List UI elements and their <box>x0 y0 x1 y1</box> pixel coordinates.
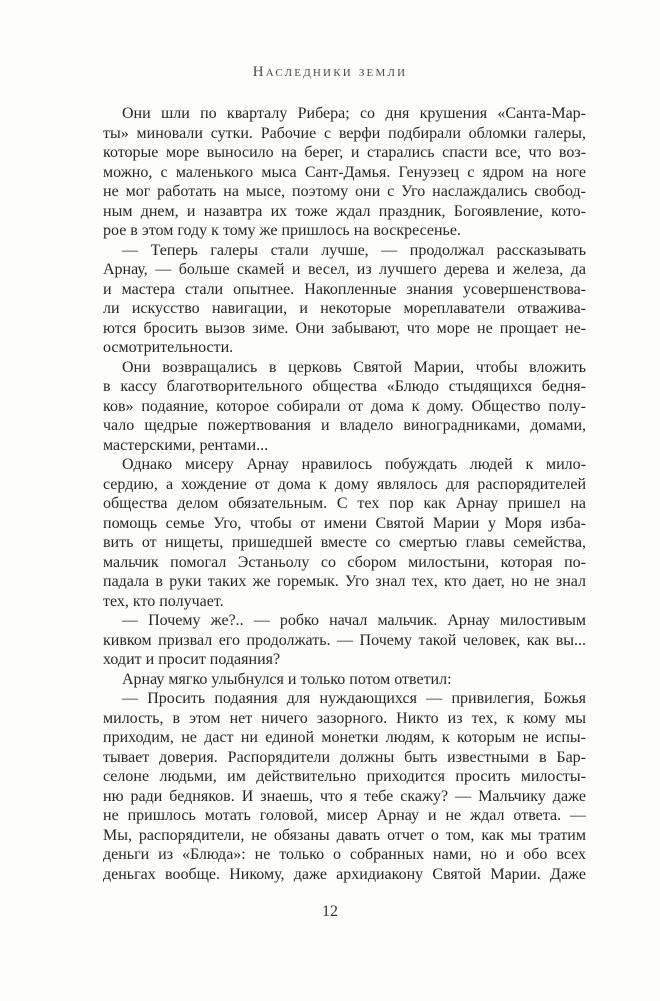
text-line: приходим, не даст ни единой монетки людям, к которым не испы- <box>103 729 586 746</box>
text-line: Они шли по кварталу Рибера; со дня крушения «Санта-Мар- <box>122 105 586 122</box>
page-text <box>103 104 586 884</box>
text-line: тех, кто получает. <box>103 592 224 610</box>
text-line: — Просить подаяния для нуждающихся — привилегия, Божья <box>122 690 586 707</box>
text-line: Они возвращались в церковь Святой Марии, чтобы вложить <box>122 358 586 376</box>
paragraph <box>103 611 586 670</box>
text-line: Однако мисеру Арнау нравилось побуждать людей к мило- <box>122 456 586 473</box>
text-line: не мог работать на мысе, поэтому они с Уго наслаждались свобод- <box>103 183 586 200</box>
paragraph <box>103 455 586 611</box>
text-line: осмотрительности. <box>103 339 234 356</box>
paragraph <box>103 689 586 884</box>
text-line: ются бросить вызов зиме. Они забывают, что море не прощает не- <box>103 319 586 337</box>
paragraph <box>103 241 586 358</box>
text-line: ходит и просит подаяния? <box>103 651 281 668</box>
text-line: сердию, а хождение от дома к дому являлось для распорядителей <box>103 475 586 493</box>
text-line: Арнау, — больше скамей и весел, из лучшего дерева и железа, да <box>103 261 586 278</box>
text-line: падала в руки таких же горемык. Уго знал тех, кто дает, но не знал <box>103 573 586 590</box>
text-line: селоне людьми, им действительно приходится просить милосты- <box>103 768 586 785</box>
text-line: мастерскими, рентами... <box>103 436 269 454</box>
text-line: мальчик помогал Эстаньолу со сбором милостыни, которая по- <box>103 553 586 571</box>
text-line: Арнау мягко улыбнулся и только потом ответил: <box>122 670 452 688</box>
running-head: Наследники земли <box>252 64 408 80</box>
text-line: которые море выносило на берег, и старались спасти все, что воз- <box>103 144 586 161</box>
text-line: помощь семье Уго, чтобы от имени Святой Марии у Моря изба- <box>103 514 586 532</box>
text-line: тывает доверия. Распорядители должны быть известными в Бар- <box>103 748 586 766</box>
text-line: ным днем, и назавтра их тоже ждал праздник, Богоявление, кото- <box>103 202 586 220</box>
text-line: деньги из «Блюда»: не только о собранных нами, но и обо всех <box>103 846 586 863</box>
text-line: — Теперь галеры стали лучше, — продолжал рассказывать <box>122 241 586 259</box>
text-line: рое в этом году к тому же пришлось на воскресенье. <box>103 222 461 239</box>
text-line: вить от нищеты, пришедшей вместе со смертью главы семейства, <box>103 534 586 551</box>
text-line: ков» подаяние, которое собирали от дома к дому. Общество полу- <box>103 397 586 415</box>
text-line: и мастера стали опытнее. Накопленные знания усовершенствова- <box>103 280 586 298</box>
text-line: — Почему же?.. — робко начал мальчик. Арнау милостивым <box>122 612 586 629</box>
paragraph <box>103 358 586 456</box>
text-line: милость, в этом нет ничего зазорного. Никто из тех, к кому мы <box>103 709 586 727</box>
paragraph <box>103 104 586 241</box>
text-line: Мы, распорядители, не обязаны давать отчет о том, как мы тратим <box>103 826 586 844</box>
text-line: кивком призвал его продолжать. — Почему такой человек, как вы... <box>103 631 586 649</box>
paragraph <box>103 670 586 690</box>
text-line: ты» миновали сутки. Рабочие с верфи подбирали обломки галеры, <box>103 124 586 142</box>
text-line: можно, с маленького мыса Сант-Дамья. Генуэзец с ядром на ноге <box>103 163 586 181</box>
text-line: деньгах вообще. Никому, даже архидиакону Святой Марии. Даже <box>103 865 586 883</box>
page-number: 12 <box>322 903 338 920</box>
text-line: общества делом обязательным. С тех пор как Арнау пришел на <box>103 495 586 512</box>
text-line: не пришлось мотать головой, мисер Арнау и не ждал ответа. — <box>103 807 586 824</box>
text-line: чало щедрые пожертвования и владело виноградниками, домами, <box>103 417 586 434</box>
text-line: ли искусство навигации, и некоторые мореплаватели отважива- <box>103 300 586 317</box>
text-line: ню ради бедняков. И знаешь, что я тебе скажу? — Мальчику даже <box>103 787 586 805</box>
text-line: в кассу благотворительного общества «Блюдо стыдящихся бедня- <box>103 378 586 395</box>
